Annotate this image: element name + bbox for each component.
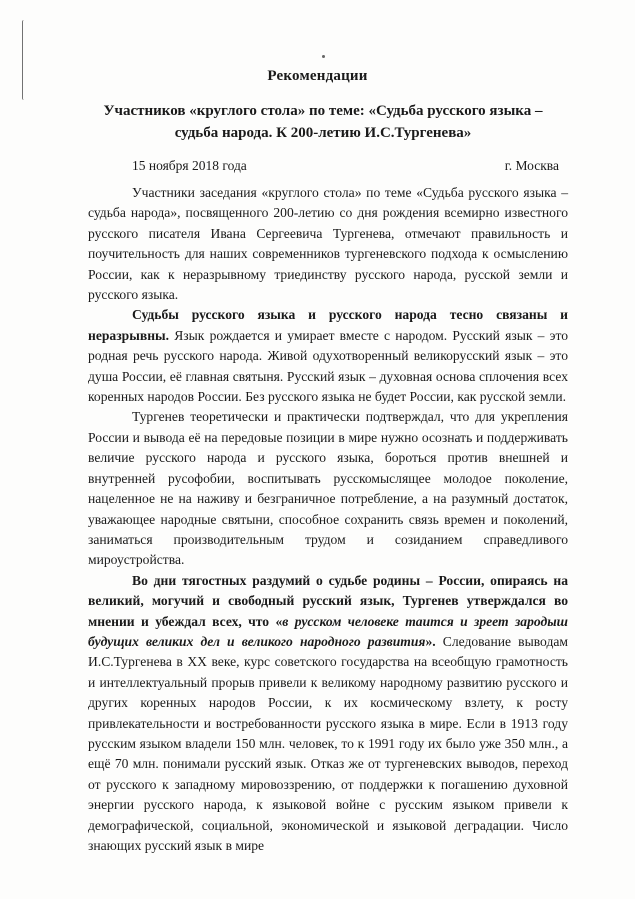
paragraph-1-text: Участники заседания «круглого стола» по теме «Судьба русского языка – судьба народа», посвященного 200-летию со дня рождения всемирно известного русского писателя Ивана Сергеевича Тургенева, отмечают правильность и поучительность для наших современников тургеневского подхода к осмыслению России, как к неразрывному триединству русского народа, русской земли и русского языка. xyxy=(88,185,568,303)
paragraph-4-text: Следование выводам И.С.Тургенева в XX веке, курс советского государства на всеобщую грамотность и интеллектуальный прорыв привели к великому народному развитию русского и других коренных народов России, к их космическому взлету, к росту привлекательности и востребованности русского языка в мире. Если в 1913 году русским языком владели 150 млн. человек, то к 1991 году их было уже 350 млн., а ещё 70 млн. понимали русский язык. Отказ же от тургеневских выводов, переход от русского к западному мировоззрению, от поддержки к погашению духовной энергии русского народа, к языковой войне с русским языком привели к демографической, социальной, экономической и языковой деградации. Число знающих русский язык в мире xyxy=(88,633,568,853)
paragraph-4-bold-lead: Во дни тягостных раздумий о судьбе родины – России, опираясь на великий, могучий и свободный русский язык, Тургенев утверждался во мнении и убеждал всех, что « xyxy=(88,572,568,629)
document-body xyxy=(88,183,568,856)
document-date: 15 ноября 2018 года xyxy=(132,158,247,173)
paragraph-2 xyxy=(88,305,568,407)
document-subtitle: Участников «круглого стола» по теме: «Судьба русского языка – судьба народа. К 200-летию И.С.Тургенева» xyxy=(103,103,543,141)
document-city: г. Москва xyxy=(504,158,559,173)
paragraph-2-bold-lead: Судьбы русского языка и русского народа тесно связаны и неразрывны. xyxy=(88,307,568,343)
paragraph-3-text: Тургенев теоретически и практически подтверждал, что для укрепления России и вывода её на передовые позиции в мире нужно осознать и поддерживать величие русского народа и русского языка, бороться против внешней и внутренней русофобии, воспитывать русскомыслящее молодое поколение, нацеленное не на наживу и безграничное потребление, а на разумный достаток, уважающее народные святыни, способное сохранить связь времен и поколений, заниматься производительным трудом и созиданием справедливого мироустройства. xyxy=(88,409,568,568)
paragraph-4 xyxy=(88,571,568,857)
paragraph-4-quote: в русском человеке таится и зреет зародыш будущих великих дел и великого народного развития xyxy=(88,613,568,649)
scan-speck xyxy=(322,55,325,58)
paragraph-4-bold-tail: ». xyxy=(425,633,436,649)
document-title: Рекомендации xyxy=(267,68,368,84)
paragraph-1 xyxy=(88,183,568,305)
paragraph-2-text: Язык рождается и умирает вместе с народом. Русский язык – это родная речь русского народа. Живой одухотворенный великорусский язык – это душа России, её главная святыня. Русский язык – духовная основа сплочения всех коренных народов России. Без русского языка не будет России, как русской земли. xyxy=(88,327,568,405)
dateline xyxy=(132,158,559,174)
paragraph-3 xyxy=(88,407,568,570)
margin-pen-mark xyxy=(22,20,26,100)
